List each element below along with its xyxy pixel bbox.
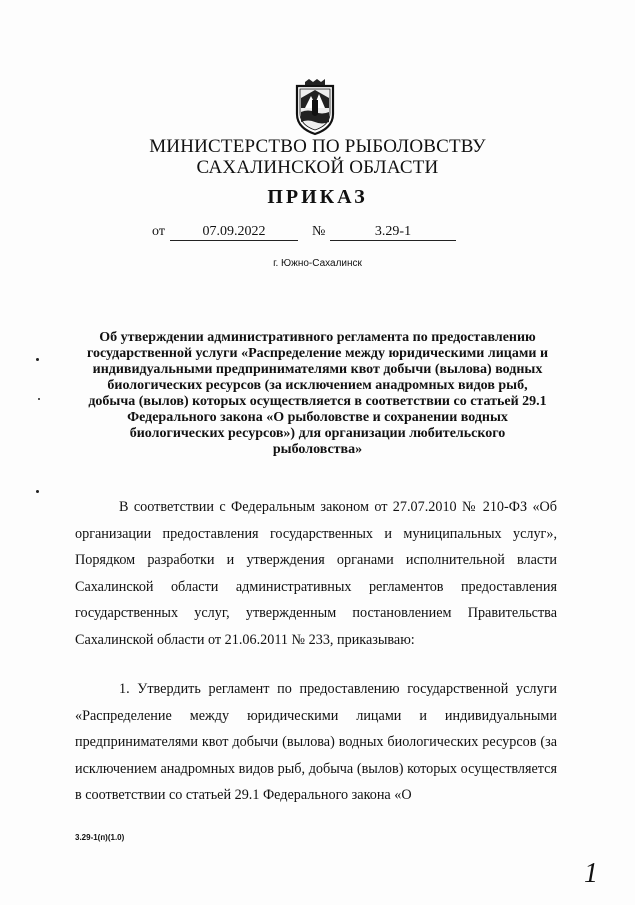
title-line: биологических ресурсов (за исключением анадромных видов рыб, (107, 378, 528, 393)
title-line: Федерального закона «О рыболовстве и сохранении водных (127, 410, 508, 425)
footer-code: 3.29-1(п)(1.0) (75, 833, 125, 842)
title-line: добыча (вылов) которых осуществляется в соответствии со статьей 29.1 (88, 394, 547, 409)
number-label: № (312, 224, 326, 239)
page-number-mark: 1 (584, 858, 598, 889)
document-type: ПРИКАЗ (267, 186, 368, 208)
scan-speck (38, 398, 40, 400)
city-label: г. Южно-Сахалинск (273, 258, 362, 269)
scan-speck (36, 490, 39, 493)
coat-of-arms-emblem (291, 78, 339, 136)
body-paragraph-1: В соответствии с Федеральным законом от 27.07.2010 № 210-ФЗ «Об организации предоставления государственных и муниципальных услуг», Порядком разработки и утверждения органами исполнительной власти Сахалинской области административных регламентов предоставления государственных услуг, утвержденным постановлением Правительства Сахалинской области от 21.06.2011 № 233, приказываю: (75, 499, 557, 648)
date-label: от (152, 224, 165, 239)
body-paragraph-2: 1. Утвердить регламент по предоставлению государственной услуги «Распределение между юридическими лицами и индивидуальными предпринимателями квот добычи (вылова) водных биологических ресурсов (за исключением анадромных видов рыб, добыча (вылов) которых осуществляется в соответствии со статьей 29.1 Федерального закона «О (75, 681, 557, 804)
title-line: государственной услуги «Распределение между юридическими лицами и (86, 346, 549, 361)
document-date: 07.09.2022 (170, 224, 298, 241)
title-line: Об утверждении административного регламента по предоставлению (99, 330, 536, 345)
document-title (75, 330, 560, 458)
ministry-name-line1: МИНИСТЕРСТВО ПО РЫБОЛОВСТВУ (149, 136, 486, 157)
document-number: 3.29-1 (330, 224, 456, 241)
scan-speck (36, 358, 39, 361)
title-line: рыболовства» (272, 442, 363, 457)
title-line: биологических ресурсов») для организации любительского (129, 426, 506, 441)
title-line: индивидуальными предпринимателями квот добычи (вылова) водных (92, 362, 543, 377)
ministry-name-line2: САХАЛИНСКОЙ ОБЛАСТИ (196, 157, 439, 178)
